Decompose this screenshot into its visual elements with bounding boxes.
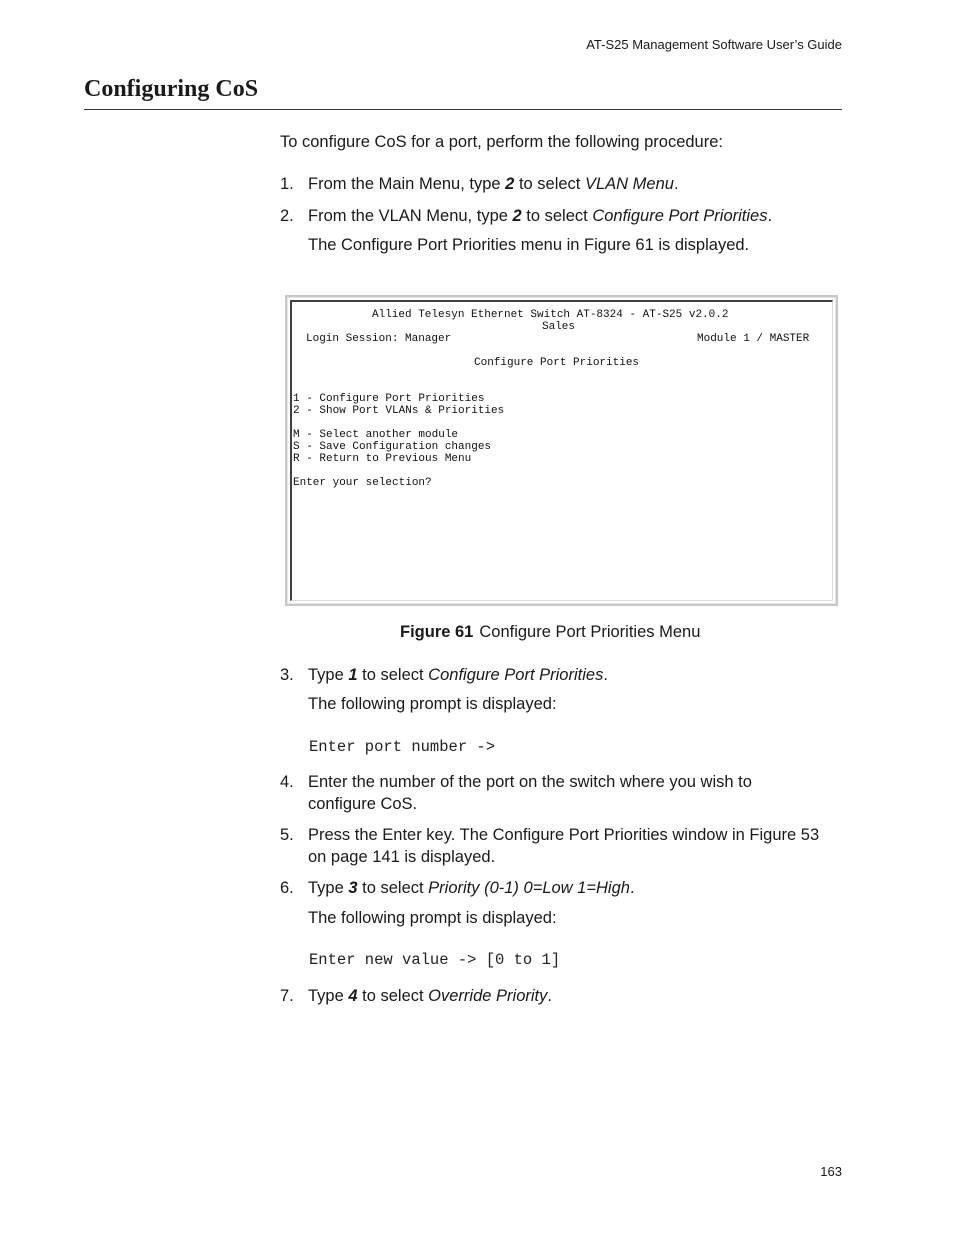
step-3-note: The following prompt is displayed: <box>308 695 557 713</box>
key-label: 1 <box>348 666 358 684</box>
step-1 <box>280 173 840 195</box>
step-3 <box>280 664 840 686</box>
running-header: AT-S25 Management Software User’s Guide <box>586 37 842 52</box>
step-number: 5. <box>280 826 294 844</box>
page-number: 163 <box>820 1164 842 1179</box>
key-label: 3 <box>348 879 358 897</box>
step-text: Type 3 to select Priority (0-1) 0=Low 1=High. <box>308 879 635 897</box>
menu-target: Configure Port Priorities <box>592 207 768 225</box>
step-text: From the VLAN Menu, type 2 to select Configure Port Priorities. <box>308 207 773 225</box>
terminal-module: Module 1 / MASTER <box>697 333 810 345</box>
intro-paragraph: To configure CoS for a port, perform the following procedure: <box>280 133 723 151</box>
step-text: Type 4 to select Override Priority. <box>308 987 552 1005</box>
menu-target: Override Priority <box>428 987 548 1005</box>
step-2 <box>280 205 840 227</box>
key-label: 4 <box>348 987 358 1005</box>
step-text: Press the Enter key. The Configure Port Priorities window in Figure 53 on page 141 is displayed. <box>308 826 820 866</box>
step-2-note: The Configure Port Priorities menu in Figure 61 is displayed. <box>308 236 750 254</box>
title-rule <box>84 109 842 110</box>
figure-caption-text: Configure Port Priorities Menu <box>479 623 701 641</box>
figure-label: Figure 61 <box>400 623 474 641</box>
step-6-note: The following prompt is displayed: <box>308 909 557 927</box>
terminal-option: 1 - Configure Port Priorities <box>293 393 485 405</box>
terminal-screen <box>290 300 833 601</box>
figure-caption <box>400 623 700 642</box>
terminal-system-name: Sales <box>542 321 576 333</box>
key-label: 2 <box>512 207 522 225</box>
terminal-option: 2 - Show Port VLANs & Priorities <box>293 405 505 417</box>
step-text: Type 1 to select Configure Port Priorities. <box>308 666 608 684</box>
section-title: Configuring CoS <box>84 76 259 102</box>
step-text: Enter the number of the port on the switch where you wish to configure CoS. <box>308 773 752 813</box>
menu-target: VLAN Menu <box>584 175 674 193</box>
step-number: 4. <box>280 773 294 791</box>
terminal-title: Allied Telesyn Ethernet Switch AT-8324 - AT-S25 v2.0.2 <box>372 309 729 321</box>
port-number-prompt: Enter port number -> <box>309 738 496 756</box>
terminal-prompt: Enter your selection? <box>293 477 432 489</box>
terminal-screenshot <box>285 295 838 606</box>
terminal-option: M - Select another module <box>293 429 459 441</box>
key-label: 2 <box>505 175 515 193</box>
step-text: From the Main Menu, type 2 to select VLAN Menu. <box>308 175 679 193</box>
terminal-option: S - Save Configuration changes <box>293 441 492 453</box>
step-4 <box>280 771 840 815</box>
step-number: 6. <box>280 879 294 897</box>
step-7 <box>280 985 840 1007</box>
terminal-menu-title: Configure Port Priorities <box>474 357 640 369</box>
step-number: 2. <box>280 207 294 225</box>
menu-target: Configure Port Priorities <box>428 666 604 684</box>
step-number: 3. <box>280 666 294 684</box>
step-5 <box>280 824 840 868</box>
terminal-session: Login Session: Manager <box>306 333 452 345</box>
new-value-prompt: Enter new value -> [0 to 1] <box>309 951 561 969</box>
step-6 <box>280 877 840 899</box>
step-number: 7. <box>280 987 294 1005</box>
step-number: 1. <box>280 175 294 193</box>
menu-target: Priority (0-1) 0=Low 1=High <box>428 879 630 897</box>
terminal-option: R - Return to Previous Menu <box>293 453 472 465</box>
